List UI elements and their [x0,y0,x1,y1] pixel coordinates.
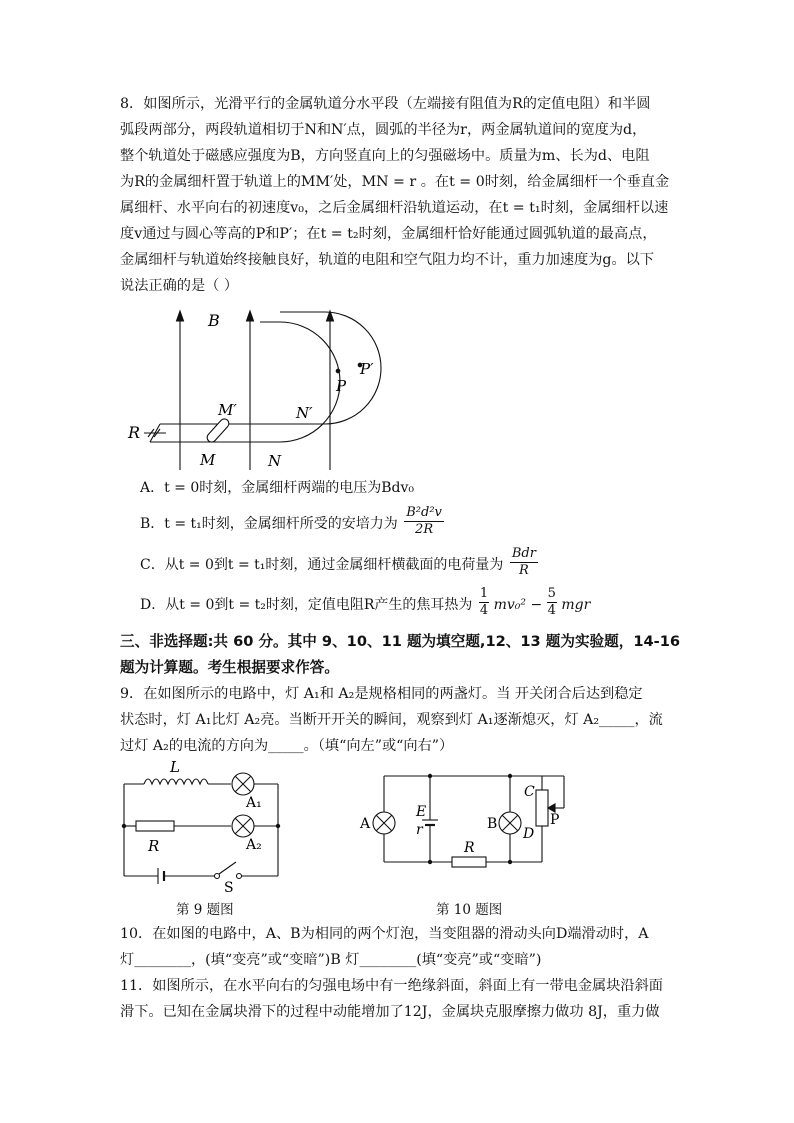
q8-option-C-numerator: Bdr [511,546,536,561]
q8-option-B-text: B．t = t₁时刻，金属细杆所受的安培力为 [140,516,398,532]
q8-label-M-prime: M′ [218,401,237,419]
q8-option-D-fraction-1 [479,586,489,619]
q9-label-R: R [148,837,160,855]
q10-label-A: A [360,816,371,832]
q8-option-D-text: D．从t = 0到t = t₂时刻，定值电阻R产生的焦耳热为 [140,597,473,613]
q8-line-3: 整个轨道处于磁感应强度为B，方向竖直向上的匀强磁场中。质量为m、长为d、电阻 [120,148,650,164]
q10-label-R: R [464,840,475,856]
section3-heading-2: 题为计算题。考生根据要求作答。 [120,659,339,676]
q9-line-3: 过灯 A₂的电流的方向为_____。（填“向左”或“向右”） [120,738,454,754]
q8-label-N: N [268,452,282,470]
q11-line-1: 11．如图所示，在水平向右的匀强电场中有一绝缘斜面，斜面上有一带电金属块沿斜面 [120,978,663,994]
q8-option-B-numerator: B²d²v [406,505,442,520]
q8-option-D-post: mgr [561,597,591,613]
q9-label-S: S [224,880,234,894]
q9-line-1: 9．在如图所示的电路中，灯 A₁和 A₂是规格相同的两盏灯。当 开关闭合后达到稳定 [120,686,643,702]
q10-line-1: 10．在如图的电路中，A、B为相同的两个灯泡，当变阻器的滑动头向D端滑动时，A [120,926,649,942]
q8-option-D [140,586,590,624]
q9-figure [118,758,298,894]
q10-label-B: B [487,816,498,832]
section3-heading-1: 三、非选择题:共 60 分。其中 9、10、11 题为填空题,12、13 题为实验题，14-16 [120,633,681,650]
q8-line-7: 金属细杆与轨道始终接触良好，轨道的电阻和空气阻力均不计，重力加速度为g。以下 [120,252,655,268]
q9-label-L: L [170,758,180,776]
q8-option-B [140,505,444,543]
q10-label-D: D [523,826,535,842]
q8-option-B-denominator: 2R [415,522,434,537]
q8-label-M: M [200,451,216,469]
q8-option-C [140,546,538,584]
q8-label-R: R [128,423,141,442]
q10-label-E: E [416,804,427,820]
q11-line-2: 滑下。已知在金属块滑下的过程中动能增加了12J，金属块克服摩擦力做功 8J，重力做 [120,1004,660,1020]
q8-option-D-f1-den: 4 [479,603,489,618]
q8-line-4: 为R的金属细杆置于轨道上的MM′处，MN = r 。在t = 0时刻，给金属细杆一个垂直金 [120,174,670,190]
q10-figure [356,768,586,878]
q10-line-2: 灯________，(填“变亮”或“变暗”)B 灯________(填“变亮”或“变暗”) [120,952,542,968]
q9-label-A2: A₂ [246,837,262,853]
q8-option-C-denominator: R [518,563,529,578]
q8-line-2: 弧段两部分，两段轨道相切于N和N′点，圆弧的半径为r，两金属轨道间的宽度为d， [120,122,647,138]
q8-label-P-prime: P′ [360,360,374,378]
q8-option-A: A．t = 0时刻，金属细杆两端的电压为Bdv₀ [140,480,415,496]
q8-option-D-fraction-2 [547,586,557,619]
q8-label-N-prime: N′ [296,404,313,422]
q8-option-C-fraction [510,546,538,579]
q10-label-P: P [550,812,560,828]
q8-option-D-f2-den: 4 [547,603,556,618]
q8-option-C-text: C．从t = 0到t = t₁时刻，通过金属细杆横截面的电荷量为 [140,557,504,573]
q9-line-2: 状态时，灯 A₁比灯 A₂亮。当断开开关的瞬间，观察到灯 A₁逐渐熄灭，灯 A₂_____，流 [120,712,663,728]
q8-option-D-f1-num: 1 [479,586,489,601]
q8-line-6: 度v通过与圆心等高的P和P′；在t = t₂时刻，金属细杆恰好能通过圆弧轨道的最高点， [120,226,657,242]
q9-label-A1: A₁ [246,795,262,811]
q8-label-B: B [208,311,220,330]
q8-line-1: 8．如图所示，光滑平行的金属轨道分水平段（左端接有阻值为R的定值电阻）和半圆 [120,96,651,112]
q8-line-5: 属细杆、水平向右的初速度v₀，之后金属细杆沿轨道运动，在t = t₁时刻，金属细杆以速 [120,200,669,216]
q8-option-D-mid: mv₀² − [493,597,543,613]
q8-option-B-fraction [404,505,444,538]
q10-caption: 第 10 题图 [436,902,503,918]
q8-line-8: 说法正确的是（ ） [120,278,239,294]
q8-figure [120,305,390,475]
q10-label-r: r [416,822,423,838]
q9-caption: 第 9 题图 [176,902,234,918]
q8-label-P: P [336,377,347,395]
q8-option-D-f2-num: 5 [547,586,556,601]
q10-label-C: C [524,784,535,800]
